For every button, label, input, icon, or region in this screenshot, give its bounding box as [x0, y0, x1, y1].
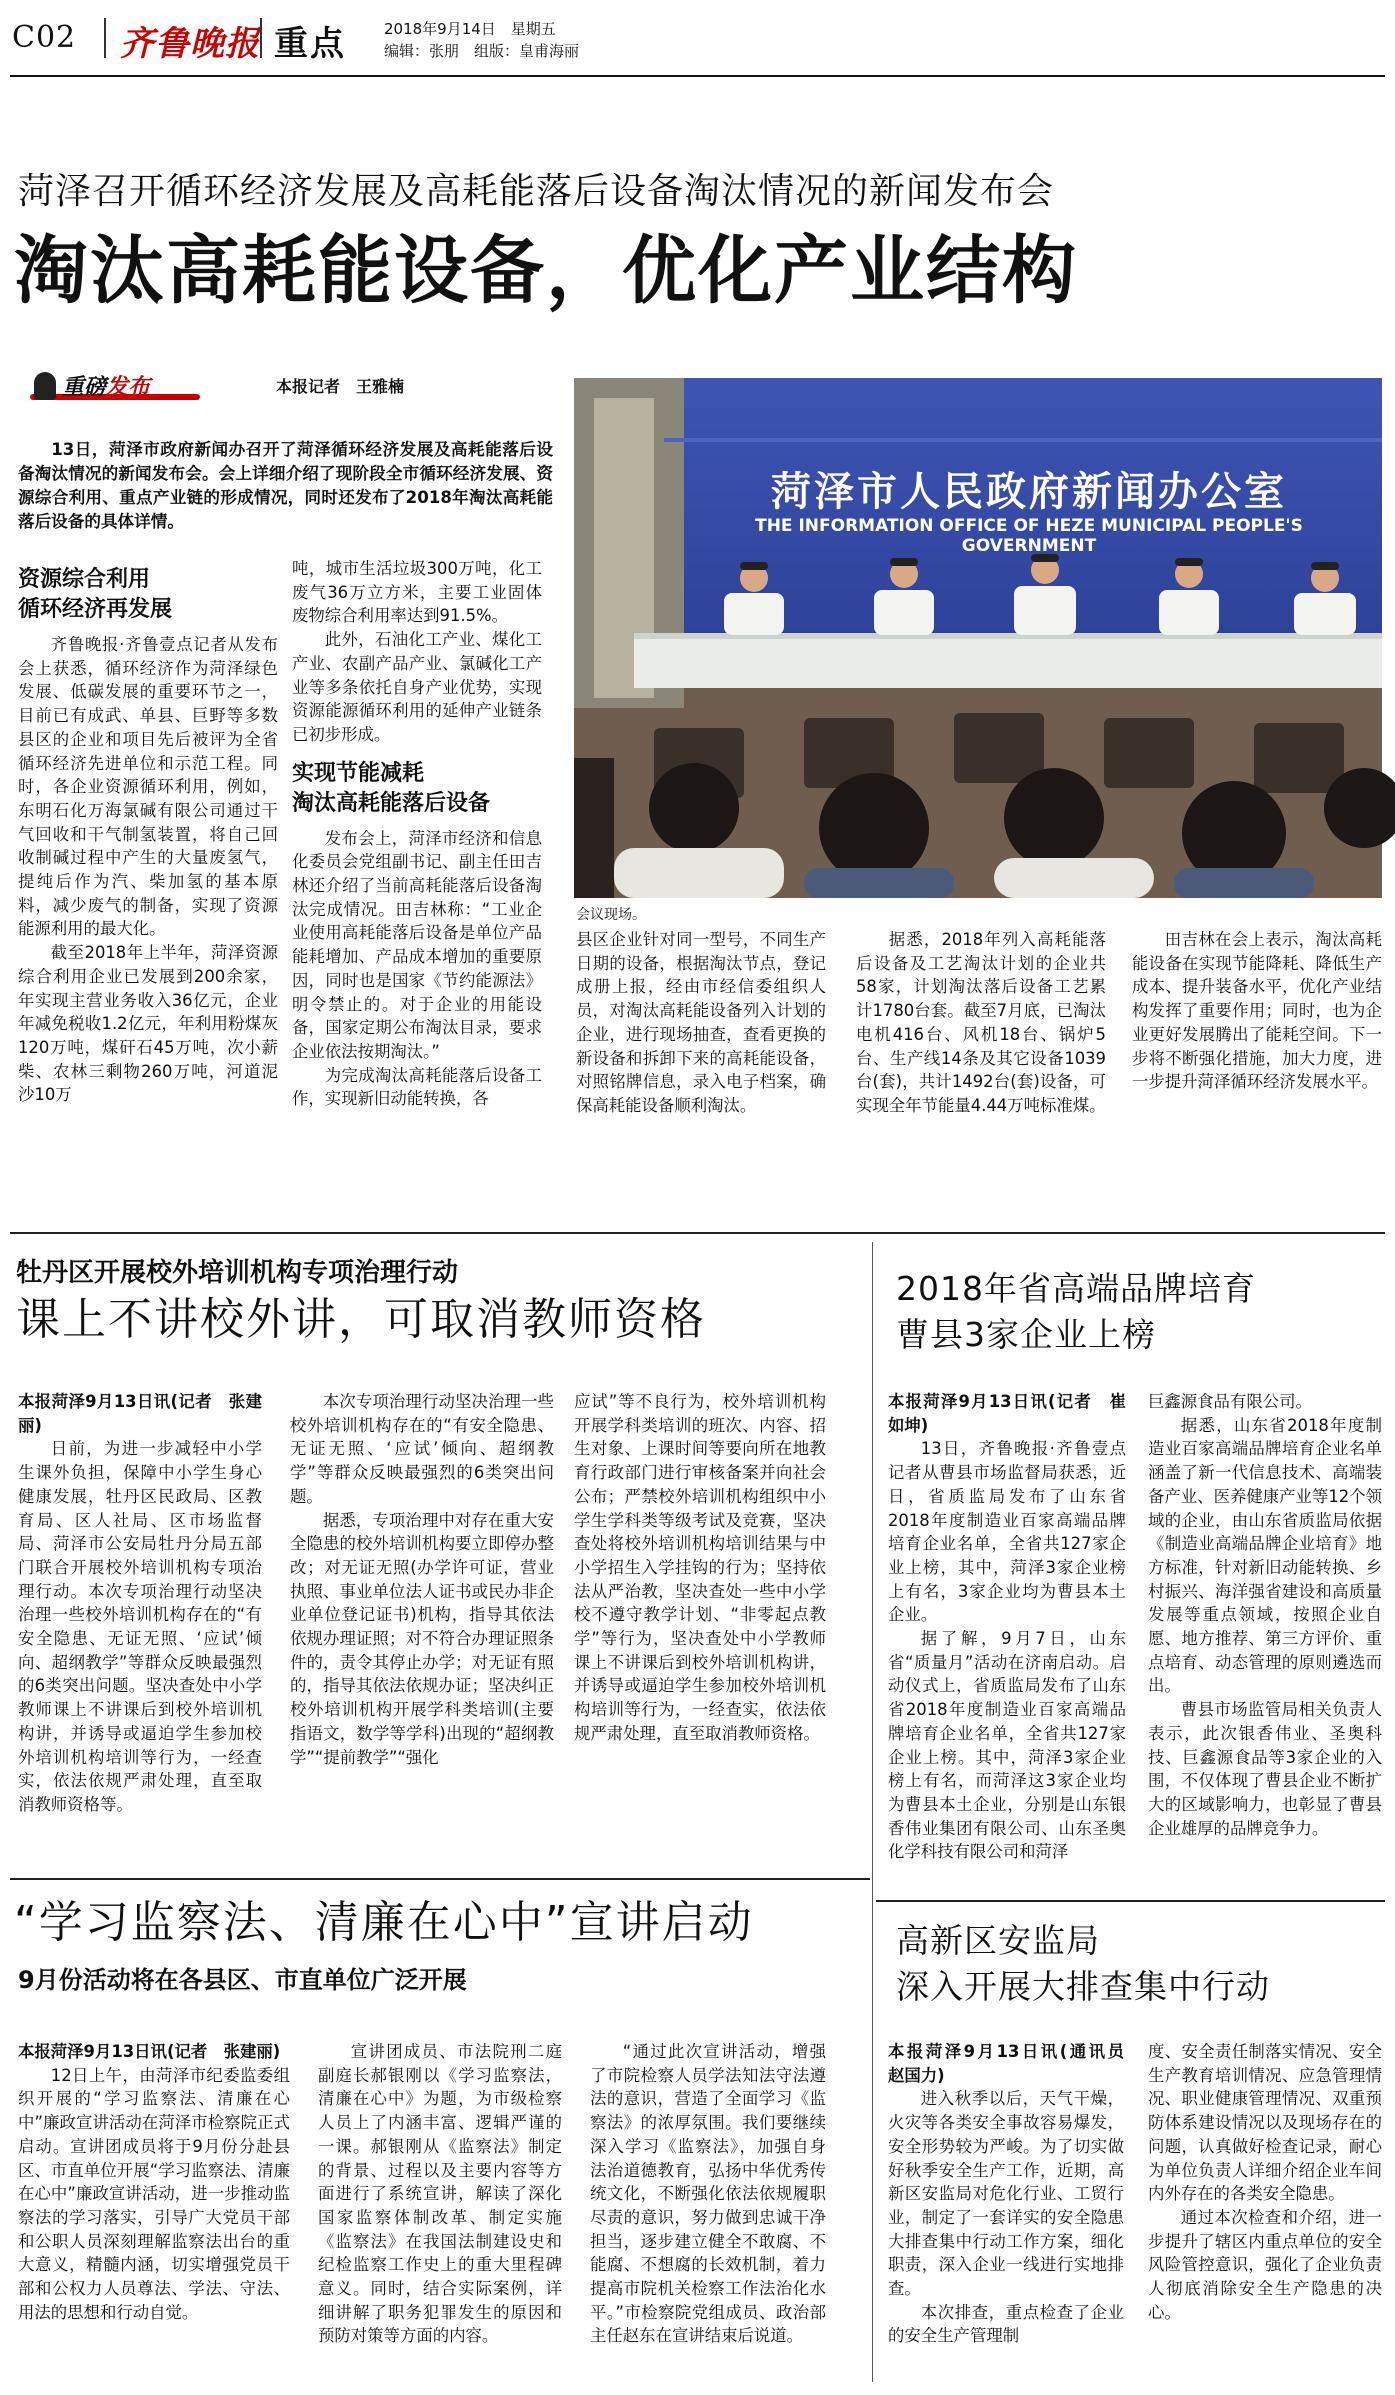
masthead	[12, 12, 1382, 68]
story1-subhead-1: 资源综合利用 循环经济再发展	[18, 567, 173, 622]
photo-caption: 会议现场。	[576, 907, 646, 923]
story1-kicker: 菏泽召开循环经济发展及高耗能落后设备淘汰情况的新闻发布会	[18, 171, 1055, 212]
story1-paragraph: 截至2018年上半年，菏泽资源综合利用企业已发展到200余家，年实现主营业务收入36亿元，企业年减免税收1.2亿元，年利用粉煤灰120万吨，煤矸石45万吨，次小薪柴、农林三剩物260万吨，河道泥沙10万	[18, 943, 278, 1105]
badge-text: 重磅发布	[62, 375, 151, 400]
story4-paragraph: 宣讲团成员、市法院刑二庭副庭长郝银刚以《学习监察法，清廉在心中》为题，为市级检察人员上了内涵丰富、逻辑严谨的一课。郝银刚从《监察法》制定的背景、过程以及主要内容等方面进行了系统宣讲，解读了深化国家监察体制改革、制定实施《监察法》在我国法制建设史和纪检监察工作史上的重大里程碑意义。同时，结合实际案例，详细讲解了职务犯罪发生的原因和预防对策等方面的内容。	[318, 2042, 562, 2346]
story5-byline: 本报菏泽9月13日讯(通讯员 赵国力)	[888, 2042, 1141, 2085]
section-rule	[10, 1878, 870, 1880]
section-rule	[10, 1232, 1385, 1234]
story5-paragraph: 度、安全责任制落实情况、安全生产教育培训情况、应急管理情况、职业健康管理情况、双重预防体系建设情况以及现场存在的问题，认真做好检查记录，耐心为单位负责人详细介绍企业车间内外存在的各类安全隐患。	[1148, 2042, 1382, 2204]
story1-paragraph: 县区企业针对同一型号，不同生产日期的设备，根据淘汰节点，登记成册上报，经由市经信委组织人员，对淘汰高耗能设备列入计划的企业，进行现场抽查，查看更换的新设备和拆卸下来的高耗能设备，对照铭牌信息，录入电子档案，确保高耗能设备顺利淘汰。	[576, 930, 826, 1115]
paper-logo: 齐鲁晚报	[120, 24, 260, 64]
story2-column-2	[290, 1390, 554, 1769]
story1-headline: 淘汰高耗能设备，优化产业结构	[14, 228, 1078, 314]
story1-paragraph: 吨，城市生活垃圾300万吨，化工废气36万立方米，主要工业固体废物综合利用率达到91.5%。	[292, 559, 542, 626]
column-rule	[872, 1242, 873, 2382]
story2-byline: 本报菏泽9月13日讯(记者 张建丽)	[18, 1392, 262, 1435]
story3-paragraph: 据了解，9月7日，山东省“质量月”活动在济南启动。启动仪式上，省质监局发布了山东省2018年度制造业百家高端品牌培育企业名单，全省共127家企业上榜。其中，菏泽3家企业榜上有名，而菏泽这3家企业均为曹县本土企业，分别是山东银香伟业集团有限公司、山东圣奥化学科技有限公司和菏泽	[888, 1629, 1126, 1862]
story4-subhead: 9月份活动将在各县区、市直单位广泛开展	[18, 1966, 467, 1994]
banner-english: THE INFORMATION OFFICE OF HEZE MUNICIPAL PEOPLE'S GOVERNMENT	[755, 516, 1303, 556]
story3-paragraph: 曹县市场监管局相关负责人表示，此次银香伟业、圣奥科技、巨鑫源食品等3家企业的入围，不仅体现了曹县企业不断扩大的区域影响力，也彰显了曹县企业雄厚的品牌竞争力。	[1148, 1700, 1382, 1838]
story1-subhead-2: 实现节能减耗 淘汰高耗能落后设备	[292, 760, 491, 816]
story4-column-3	[590, 2040, 826, 2348]
story3-paragraph: 13日，齐鲁晚报·齐鲁壹点记者从曹县市场监督局获悉，近日，省质监局发布了山东省2018年度制造业百家高端品牌培育企业名单，全省共127家企业上榜，其中，菏泽3家企业榜上有名，3家企业均为曹县本土企业。	[888, 1439, 1126, 1625]
section-name: 重点	[274, 24, 346, 64]
story1-column-3	[576, 928, 826, 1118]
section-rule	[876, 1900, 1385, 1902]
story1-byline: 本报记者 王雅楠	[276, 377, 405, 396]
story4-paragraph: “通过此次宣讲活动，增强了市院检察人员学法知法守法遵法的意识，营造了全面学习《监察法》的浓厚氛围。我们要继续深入学习《监察法》，加强自身法治道德教育，弘扬中华优秀传统文化，不断强化依法依规履职尽责的意识，努力做到忠诚干净担当，逐步建立健全不敢腐、不能腐、不想腐的长效机制，着力提高市院机关检察工作法治化水平。”市检察院党组成员、政治部主任赵东在宣讲结束后说道。	[590, 2042, 826, 2346]
story1-column-5	[1132, 928, 1382, 1094]
story5-paragraph: 本次排查，重点检查了企业的安全生产管理制	[888, 2302, 1124, 2346]
story1-paragraph: 齐鲁晚报·齐鲁壹点记者从发布会上获悉，循环经济作为菏泽绿色发展、低碳发展的重要环节之一，目前已有成武、单县、巨野等多数县区的企业和项目先后被评为全省循环经济先进单位和示范工程。同时，各企业资源循环利用，例如，东明石化万海氯碱有限公司通过干气回收和干气制氢装置，将自己回收制碱过程中产生的大量废氢气，提纯后作为汽、柴加氢的基本原料，减少废气的制备，实现了资源能源利用的最大化。	[18, 635, 278, 939]
page-number: C02	[12, 20, 77, 55]
story2-paragraph: 据悉，专项治理中对存在重大安全隐患的校外培训机构要立即停办整改；对无证无照(办学许可证，营业执照、事业单位法人证书或民办非企业单位登记证书)机构，指导其依法依规办理证照；对不符合办理证照条件的，责令其停止办学；对无证有照的，指导其依法依规办证；坚决纠正校外培训机构开展学科类培训(主要指语文，数学等学科)出现的“超纲教学”“提前教学”“强化	[290, 1510, 554, 1767]
header-rule	[10, 75, 1385, 77]
story1-paragraph: 据悉，2018年列入高耗能落后设备及工艺淘汰计划的企业共58家，计划淘汰落后设备工艺累计1780台套。截至7月底，已淘汰电机416台、风机18台、锅炉5台、生产线14条及其它设备1039台(套)，共计1492台(套)设备，可实现全年节能量4.44万吨标准煤。	[856, 930, 1106, 1115]
story2-paragraph: 日前，为进一步减轻中小学生课外负担，保障中小学生身心健康发展，牡丹区民政局、区教育局、区人社局、区市场监督局、菏泽市公安局牡丹分局五部门联合开展校外培训机构专项治理行动。本次专项治理行动坚决治理一些校外培训机构存在的“有安全隐患、无证无照、‘应试’倾向、超纲教学”等群众反映最强烈的6类突出问题。坚决查处中小学教师课上不讲课后到校外培训机构讲，并诱导或逼迫学生参加校外培训机构培训等行为，一经查实，依法依规严肃处理，直至取消教师资格等。	[18, 1439, 262, 1814]
story3-headline: 2018年省高端品牌培育 曹县3家企业上榜	[896, 1269, 1256, 1354]
microphone-icon	[34, 372, 56, 400]
story1-paragraph: 发布会上，菏泽市经济和信息化委员会党组副书记、副主任田吉林还介绍了当前高耗能落后设备淘汰完成情况。田吉林称：“工业企业使用高耗能落后设备是单位产品能耗增加、产品成本增加的重要原因，同时也是国家《节约能源法》明令禁止的。对于企业的用能设备，国家定期公布淘汰目录，要求企业依法按期淘汰。”	[292, 828, 542, 1061]
story3-byline: 本报菏泽9月13日讯(记者 崔如坤)	[888, 1392, 1126, 1435]
story1-paragraph: 田吉林在会上表示，淘汰高耗能设备在实现节能降耗、降低生产成本、提升装备水平，优化产业结构发挥了重要作用；同时，也为企业更好发展腾出了能耗空间。下一步将不断强化措施，加大力度，进一步提升菏泽循环经济发展水平。	[1132, 930, 1382, 1092]
press-conference-photo	[574, 378, 1382, 898]
story5-paragraph: 通过本次检查和介绍，进一步提升了辖区内重点单位的安全风险管控意识，强化了企业负责人彻底消除安全生产隐患的决心。	[1148, 2207, 1382, 2322]
story1-column-1	[18, 565, 278, 1107]
story5-column-2	[1148, 2040, 1382, 2324]
story2-paragraph: 本次专项治理行动坚决治理一些校外培训机构存在的“有安全隐患、无证无照、‘应试’倾向、超纲教学”等群众反映最强烈的6类突出问题。	[290, 1392, 554, 1506]
story1-column-2	[292, 557, 542, 1111]
story4-headline: “学习监察法、清廉在心中”宣讲启动	[14, 1897, 754, 1948]
story3-paragraph: 据悉，山东省2018年度制造业百家高端品牌培育企业名单涵盖了新一代信息技术、高端装备产业、医养健康产业等12个领域的企业，由山东省质监局依据《制造业高端品牌企业培育》地方标准，针对新旧动能转换、乡村振兴、海洋强省建设和高质量发展等重点领域，按照企业自愿、地方推荐、第三方评价、重点培育、动态管理的原则遴选而出。	[1148, 1415, 1382, 1696]
story4-column-1	[18, 2040, 290, 2324]
story1-lead: 13日，菏泽市政府新闻办召开了菏泽循环经济发展及高耗能落后设备淘汰情况的新闻发布会。会上详细介绍了现阶段全市循环经济发展、资源综合利用、重点产业链的形成情况，同时还发布了2018年淘汰高耗能落后设备的具体详情。	[18, 440, 553, 531]
issue-date: 2018年9月14日 星期五	[384, 20, 556, 38]
story5-column-1	[888, 2040, 1141, 2348]
story4-paragraph: 12日上午，由菏泽市纪委监委组织开展的“学习监察法、清廉在心中”廉政宣讲活动在菏泽市检察院正式启动。宣讲团成员将于9月份分赴县区、市直单位开展“学习监察法、清廉在心中”廉政宣讲活动，进一步推动监察法的学习落实，引导广大党员干部和公职人员深刻理解监察法出台的重大意义，精髓内涵，切实增强党员干部和公权力人员尊法、学法、守法、用法的思想和行动自觉。	[18, 2065, 290, 2322]
story2-headline: 课上不讲校外讲，可取消教师资格	[16, 1294, 706, 1345]
story5-paragraph: 进入秋季以后，天气干燥，火灾等各类安全事故容易爆发，安全形势较为严峻。为了切实做好秋季安全生产工作，近期，高新区安监局对危化行业、工贸行业，制定了一套详实的安全隐患大排查集中行动工作方案，细化职责，深入企业一线进行实地排查。	[888, 2089, 1124, 2299]
story2-column-1	[18, 1390, 262, 1817]
banner-chinese: 菏泽市人民政府新闻办公室	[771, 469, 1287, 515]
header-divider	[104, 18, 106, 58]
story3-paragraph: 巨鑫源食品有限公司。	[1148, 1392, 1312, 1411]
story2-column-3	[574, 1390, 826, 1746]
story1-column-4	[856, 928, 1106, 1118]
photo-illustration	[574, 378, 1382, 898]
story1-paragraph: 此外，石油化工产业、煤化工产业、农副产品产业、氯碱化工产业等多条依托自身产业优势，实现资源能源循环利用的延伸产业链条已初步形成。	[292, 630, 542, 744]
header-divider	[260, 18, 262, 58]
story1-paragraph: 为完成淘汰高耗能落后设备工作，实现新旧动能转换，各	[292, 1065, 542, 1109]
feature-badge	[30, 370, 200, 412]
story5-headline: 高新区安监局 深入开展大排查集中行动	[896, 1921, 1270, 2006]
story4-column-2	[318, 2040, 562, 2348]
story3-column-1	[888, 1390, 1126, 1864]
story4-byline: 本报菏泽9月13日讯(记者 张建丽)	[18, 2042, 281, 2061]
story2-kicker: 牡丹区开展校外培训机构专项治理行动	[16, 1258, 459, 1288]
story3-column-2	[1148, 1390, 1382, 1840]
story2-paragraph: 应试”等不良行为，校外培训机构开展学科类培训的班次、内容、招生对象、上课时间等要向所在地教育行政部门进行审核备案并向社会公布；严禁校外培训机构组织中小学生学科类等级考试及竞赛，坚决查处将校外培训机构培训结果与中小学招生入学挂钩的行为；坚持依法从严治教，坚决查处一些中小学校不遵守教学计划、“非零起点教学”等行为，坚决查处中小学教师课上不讲课后到校外培训机构讲，并诱导或逼迫学生参加校外培训机构培训等行为，一经查实，依法依规严肃处理，直至取消教师资格。	[574, 1392, 826, 1743]
editor-credit: 编辑：张朋 组版：皇甫海丽	[384, 42, 580, 60]
